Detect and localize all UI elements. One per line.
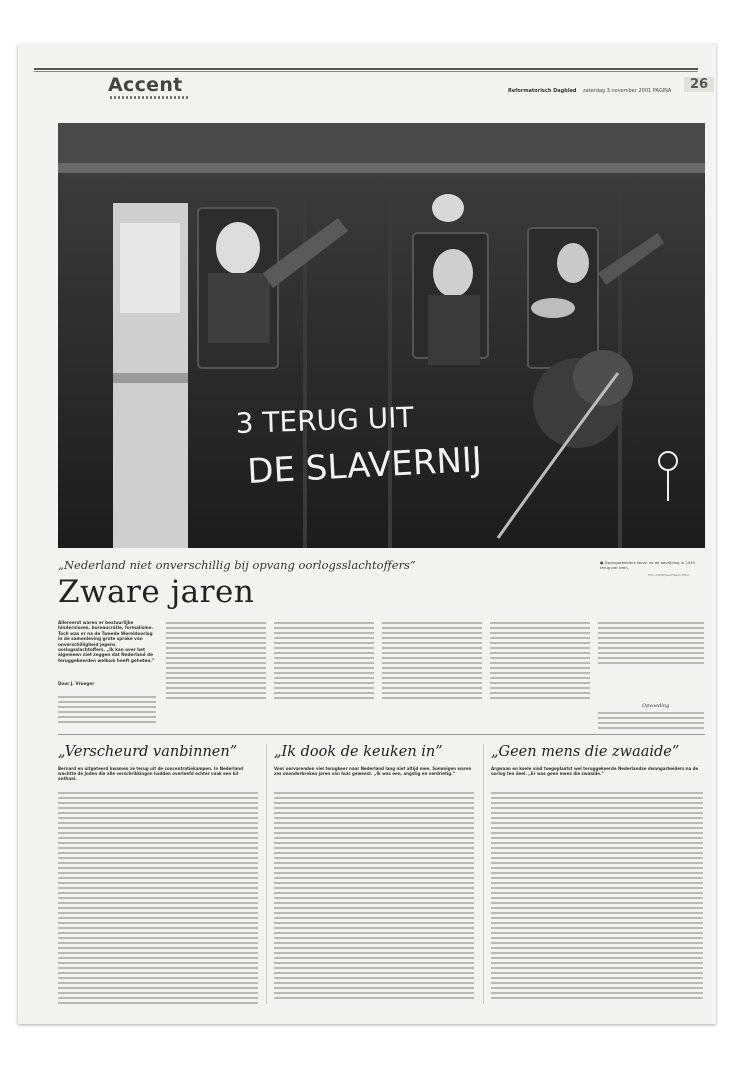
article-subhead: Opvoeding xyxy=(642,703,670,709)
photo-caption: ● Dwangarbeiders keren na de bevrijding in 1945 terug per trein. xyxy=(600,560,696,570)
article-lead: Allereerst waren er bestuurlijke hindernissen, bureaucratie, formalisme. Toch was er na de Tweede Wereldoorlog in de samenleving grote sprake van onverschilligheid jegens oorlogsslachtoffers. „Ik kan over het algemeen niet zeggen dat Nederland de teruggekeerden welkom heeft geheten.” xyxy=(58,620,155,663)
body-column-3 xyxy=(274,622,374,702)
column-rule xyxy=(266,744,267,1004)
section-1-body xyxy=(58,792,258,1007)
section-title: Accent xyxy=(108,74,183,96)
column-rule xyxy=(483,744,484,1004)
section-title-underline xyxy=(110,96,190,99)
header-rule-thin xyxy=(34,71,698,72)
newspaper-page xyxy=(18,44,716,1024)
masthead: Reformatorisch Dagblad xyxy=(508,88,577,94)
photo-credit: Foto: NIOD/beeldbank WO2 xyxy=(648,573,690,577)
body-column-6a xyxy=(598,622,704,667)
section-3-title: „Geen mens die zwaaide” xyxy=(491,744,680,760)
chalk-writing-line2: DE SLAVERNIJ xyxy=(246,439,483,492)
article-headline: Zware jaren xyxy=(58,574,255,610)
train-photo xyxy=(58,123,705,548)
chalk-writing-line1: 3 TERUG UIT xyxy=(235,400,415,440)
body-column-6b xyxy=(598,712,704,732)
body-column-5 xyxy=(490,622,590,702)
body-column-4 xyxy=(382,622,482,702)
section-1-lead: Bernard en uitgeteerd kwamen ze terug uit de concentratiekampen. In Nederland wachtte de Joden die alle verschrikkingen hadden overleefd echter vaak een kil onthaal. xyxy=(58,766,243,782)
header-rule xyxy=(34,68,698,70)
section-3-body xyxy=(491,792,703,1002)
body-column-1 xyxy=(58,696,156,726)
issue-date: zaterdag 3 november 2001 PAGINA xyxy=(583,88,672,94)
article-kicker: „Nederland niet onverschillig bij opvang oorlogsslachtoffers” xyxy=(58,558,416,572)
body-column-2 xyxy=(166,622,266,702)
section-3-lead: Argwaan en koele vind toegeplaatst wel teruggekeerde Nederlandse dwangarbeiders na de oorlog ten deel. „Er was geen mens die zwaaide.” xyxy=(491,766,699,777)
section-2-title: „Ik dook de keuken in” xyxy=(274,744,443,760)
article-byline: Door J. Vroeger xyxy=(58,681,95,686)
page-number: 26 xyxy=(684,77,714,92)
section-divider xyxy=(58,734,705,735)
section-2-body xyxy=(274,792,474,1002)
section-2-lead: Voor oorvarenden viel terugkeer naar Nederland lang niet altijd mee. Sommigen waren zes ononderbroken jaren van huis geweest. „Ik was een, angstig en verdrietig.” xyxy=(274,766,472,777)
section-1-title: „Verscheurd vanbinnen” xyxy=(58,744,238,760)
